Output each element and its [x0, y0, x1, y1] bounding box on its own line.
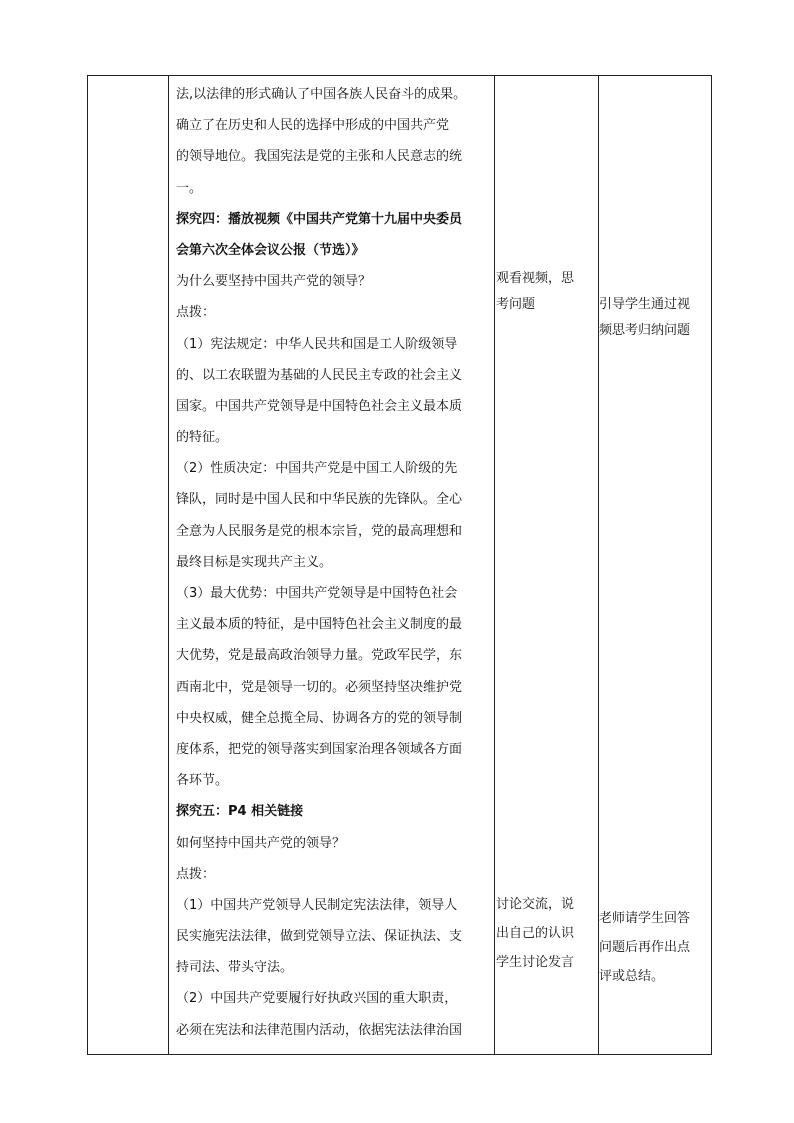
content-lines: [169, 76, 494, 1046]
intent-line: 评或总结。: [599, 969, 665, 984]
content-line: 持司法、带头守法。: [176, 960, 294, 976]
content-line: 最终目标是实现共产主义。: [176, 554, 333, 570]
design-intent-block-2: [599, 904, 705, 991]
content-line: 的特征。: [176, 430, 229, 446]
content-line: 西南北中，党是领导一切的。必须坚持坚决维护党: [176, 679, 463, 695]
content-line: 各环节。: [176, 773, 229, 789]
content-line: （1）中国共产党领导人民制定宪法法律，领导人: [176, 897, 458, 913]
content-line: 的、以工农联盟为基础的人民民主专政的社会主义: [176, 367, 463, 383]
content-line: （2）中国共产党要履行好执政兴国的重大职责，: [176, 991, 458, 1007]
activity-line: 学生讨论发言: [496, 955, 575, 970]
activity-line: 讨论交流，说: [496, 897, 575, 912]
intent-line: 引导学生通过视: [599, 297, 691, 312]
content-line: 法,以法律的形式确认了中国各族人民奋斗的成果。: [176, 87, 467, 102]
content-line: 确立了在历史和人民的选择中形成的中国共产党: [176, 118, 450, 134]
content-line: 主义最本质的特征，是中国特色社会主义制度的最: [176, 617, 463, 633]
content-line: 中央权威，健全总揽全局、协调各方的党的领导制: [176, 710, 463, 726]
content-line: 的领导地位。我国宪法是党的主张和人民意志的统: [176, 149, 463, 165]
content-line: （3）最大优势：中国共产党领导是中国特色社会: [176, 586, 458, 601]
content-line: 大优势，党是最高政治领导力量。党政军民学，东: [176, 648, 463, 664]
intent-line: 问题后再作出点: [599, 940, 691, 955]
teaching-content-cell: [169, 76, 495, 1055]
content-line: 度体系，把党的领导落实到国家治理各领域各方面: [176, 741, 463, 757]
content-line: 为什么要坚持中国共产党的领导？: [176, 274, 372, 290]
student-activity-block-1: [496, 266, 592, 318]
activity-line: 考问题: [496, 297, 536, 312]
content-line: 点拨：: [176, 866, 216, 882]
content-line: 必须在宪法和法律范围内活动，依据宪法法律治国: [176, 1022, 463, 1038]
content-line: （1）宪法规定：中华人民共和国是工人阶级领导: [176, 336, 458, 352]
content-line: 民实施宪法法律，做到党领导立法、保证执法、支: [176, 929, 463, 945]
content-line: 锋队，同时是中国人民和中华民族的先锋队。全心: [176, 492, 463, 508]
intent-line: 频思考归纳问题: [599, 323, 691, 338]
content-line: 点拨：: [176, 305, 216, 321]
section-heading-line: 探究四：播放视频《中国共产党第十九届中央委员: [176, 211, 463, 227]
activity-line: 出自己的认识: [496, 926, 575, 941]
content-line: 国家。中国共产党领导是中国特色社会主义最本质: [176, 398, 463, 414]
content-line: 一。: [176, 180, 203, 196]
blank-column-cell: [88, 76, 169, 1055]
content-line: （2）性质决定：中国共产党是中国工人阶级的先: [176, 461, 458, 477]
section-heading-line: 会第六次全体会议公报（节选）》: [176, 242, 365, 258]
content-line: 全意为人民服务是党的根本宗旨，党的最高理想和: [176, 523, 463, 539]
activity-line: 观看视频，思: [496, 271, 575, 286]
design-intent-block-1: [599, 292, 705, 344]
student-activity-block-2: [496, 890, 592, 977]
intent-line: 老师请学生回答: [599, 911, 691, 926]
content-line: 如何坚持中国共产党的领导？: [176, 835, 346, 851]
section-heading-line: 探究五：P4 相关链接: [176, 804, 304, 820]
